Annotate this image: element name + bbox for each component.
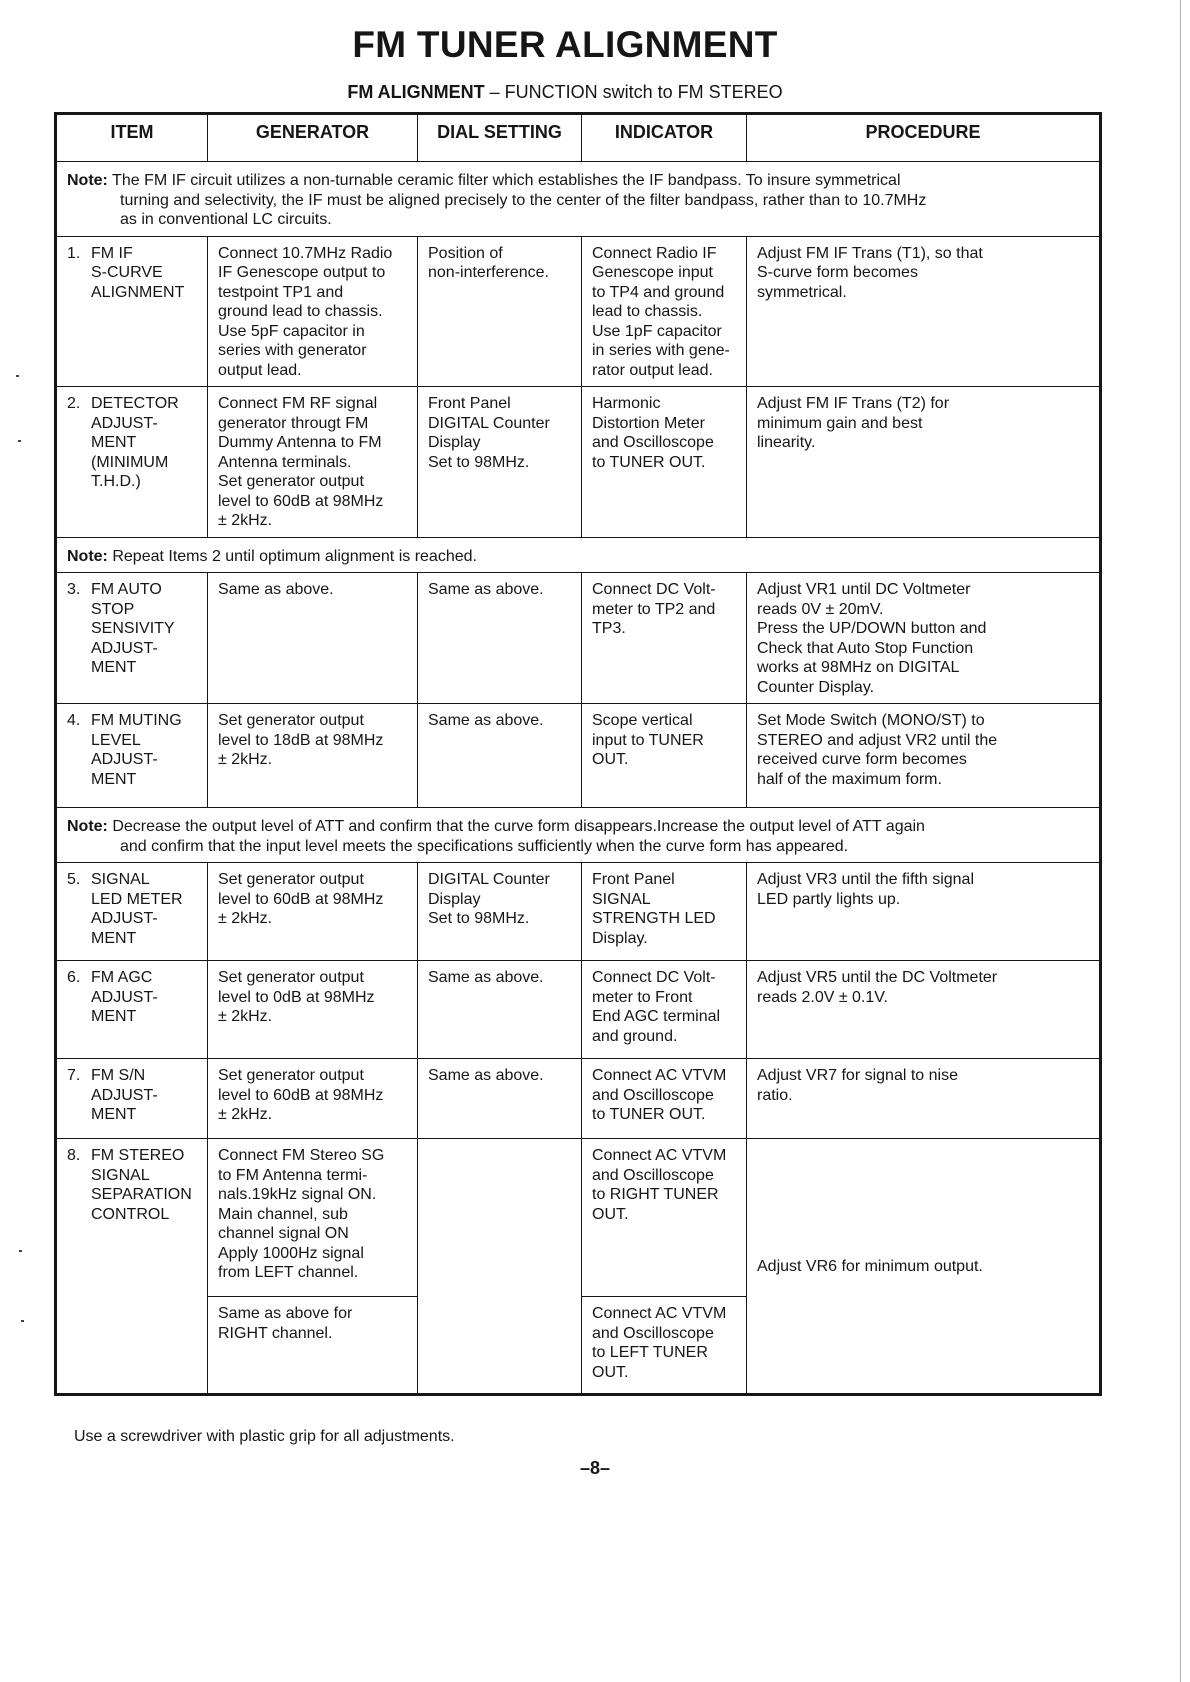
subtitle-text: – FUNCTION switch to FM STEREO [484, 82, 783, 102]
note-text-continued: and confirm that the input level meets the specifications sufficiently when the curve form has appeared. [120, 837, 849, 855]
note-cell-repeat [56, 537, 1101, 573]
procedure-cell: Adjust VR1 until DC Voltmeter reads 0V ± 20mV. Press the UP/DOWN button and Check that Auto Stop Function works at 98MHz on DIGITAL Counter Display. [747, 573, 1101, 704]
indicator-cell: Scope vertical input to TUNER OUT. [582, 704, 747, 808]
generator-cell: Set generator output level to 60dB at 98MHz ± 2kHz. [208, 1059, 418, 1139]
table-row [56, 573, 1101, 704]
generator-cell: Same as above. [208, 573, 418, 704]
dial-setting-cell: Same as above. [418, 573, 582, 704]
scan-speck [21, 1320, 24, 1322]
column-header-dial-setting: DIAL SETTING [418, 114, 582, 162]
generator-cell: Set generator output level to 60dB at 98MHz ± 2kHz. [208, 863, 418, 961]
note-row [56, 808, 1101, 863]
indicator-cell: Connect DC Volt- meter to Front End AGC terminal and ground. [582, 961, 747, 1059]
item-number: 2. [67, 395, 81, 412]
indicator-cell: Front Panel SIGNAL STRENGTH LED Display. [582, 863, 747, 961]
note-text: Decrease the output level of ATT and confirm that the curve form disappears.Increase the output level of ATT again [107, 818, 925, 835]
procedure-cell: Adjust FM IF Trans (T2) for minimum gain and best linearity. [747, 387, 1101, 538]
dial-setting-cell: Front Panel DIGITAL Counter Display Set to 98MHz. [418, 387, 582, 538]
procedure-cell: Adjust VR7 for signal to nise ratio. [747, 1059, 1101, 1139]
generator-cell: Set generator output level to 0dB at 98MHz ± 2kHz. [208, 961, 418, 1059]
alignment-table [54, 112, 1102, 1396]
column-header-item: ITEM [56, 114, 208, 162]
procedure-cell: Set Mode Switch (MONO/ST) to STEREO and adjust VR2 until the received curve form becomes half of the maximum form. [747, 704, 1101, 808]
generator-cell: Set generator output level to 18dB at 98MHz ± 2kHz. [208, 704, 418, 808]
procedure-cell: Adjust VR5 until the DC Voltmeter reads 2.0V ± 0.1V. [747, 961, 1101, 1059]
procedure-cell: Adjust FM IF Trans (T1), so that S-curve form becomes symmetrical. [747, 236, 1101, 387]
column-header-generator: GENERATOR [208, 114, 418, 162]
item-number: 7. [67, 1067, 81, 1084]
table-row [56, 236, 1101, 387]
page-title: FM TUNER ALIGNMENT [352, 24, 778, 65]
page-subtitle [0, 82, 1130, 103]
item-name: FM STEREO SIGNAL SEPARATION CONTROL [91, 1147, 192, 1223]
item-name: SIGNAL LED METER ADJUST- MENT [91, 871, 183, 947]
item-cell [56, 573, 208, 704]
dial-setting-cell: Same as above. [418, 704, 582, 808]
table-row [56, 961, 1101, 1059]
item-name: FM IF S-CURVE ALIGNMENT [91, 244, 185, 301]
item-name: FM AUTO STOP SENSIVITY ADJUST- MENT [91, 581, 175, 676]
item-cell [56, 236, 208, 387]
item-number: 4. [67, 712, 81, 729]
procedure-cell: Adjust VR6 for minimum output. [747, 1139, 1101, 1395]
page-number: –8– [579, 1458, 611, 1478]
item-name: FM S/N ADJUST- MENT [91, 1067, 158, 1123]
dial-setting-cell: DIGITAL Counter Display Set to 98MHz. [418, 863, 582, 961]
indicator-cell: Harmonic Distortion Meter and Oscilloscope to TUNER OUT. [582, 387, 747, 538]
note-text-continued: turning and selectivity, the IF must be aligned precisely to the center of the filter bandpass, rather than to 10.7MHz as in conventional LC circuits. [120, 191, 927, 228]
item-cell [56, 863, 208, 961]
indicator-cell: Connect DC Volt- meter to TP2 and TP3. [582, 573, 747, 704]
scan-edge-line [1180, 0, 1181, 1682]
note-row [56, 162, 1101, 237]
footer-instruction: Use a screwdriver with plastic grip for all adjustments. [74, 1428, 455, 1445]
item-cell [56, 387, 208, 538]
column-header-indicator: INDICATOR [582, 114, 747, 162]
item-number: 1. [67, 244, 81, 262]
generator-cell-left: Connect FM Stereo SG to FM Antenna termi- nals.19kHz signal ON. Main channel, sub channel signal ON Apply 1000Hz signal from LEFT channel. [208, 1139, 418, 1297]
note-label: Note: [67, 547, 108, 565]
note-row [56, 537, 1101, 573]
table-row [56, 704, 1101, 808]
note-text: The FM IF circuit utilizes a non-turnable ceramic filter which establishes the IF bandpass. To insure symmetrical [107, 172, 901, 189]
dial-setting-cell: Position of non-interference. [418, 236, 582, 387]
item-name: DETECTOR ADJUST- MENT (MINIMUM T.H.D.) [91, 395, 179, 490]
table-row [56, 1059, 1101, 1139]
note-label: Note: [67, 172, 108, 189]
dial-setting-cell: Same as above. [418, 1059, 582, 1139]
scan-speck [18, 440, 21, 442]
scan-speck [16, 375, 19, 377]
column-header-procedure: PROCEDURE [747, 114, 1101, 162]
item-number: 8. [67, 1147, 81, 1164]
table-row [56, 863, 1101, 961]
indicator-cell: Connect Radio IF Genescope input to TP4 and ground lead to chassis. Use 1pF capacitor in series with gene- rator output lead. [582, 236, 747, 387]
item-number: 6. [67, 969, 81, 986]
note-label: Note: [67, 818, 108, 835]
subtitle-bold: FM ALIGNMENT [347, 82, 485, 102]
note-cell-att [56, 808, 1101, 863]
note-text: Repeat Items 2 until optimum alignment is reached. [107, 547, 477, 565]
dial-setting-cell: Same as above. [418, 961, 582, 1059]
generator-cell-right: Same as above for RIGHT channel. [208, 1297, 418, 1395]
indicator-cell-left: Connect AC VTVM and Oscilloscope to LEFT TUNER OUT. [582, 1297, 747, 1395]
item-cell [56, 1139, 208, 1395]
scan-speck [19, 1250, 22, 1252]
item-name: FM MUTING LEVEL ADJUST- MENT [91, 712, 182, 788]
table-row [56, 387, 1101, 538]
dial-setting-cell-empty [418, 1139, 582, 1395]
note-cell-if-circuit [56, 162, 1101, 237]
indicator-cell: Connect AC VTVM and Oscilloscope to TUNER OUT. [582, 1059, 747, 1139]
item-number: 5. [67, 871, 81, 888]
table-row [56, 1139, 1101, 1297]
indicator-cell-right: Connect AC VTVM and Oscilloscope to RIGHT TUNER OUT. [582, 1139, 747, 1297]
generator-cell: Connect 10.7MHz Radio IF Genescope output to testpoint TP1 and ground lead to chassis. Use 5pF capacitor in series with generator output lead. [208, 236, 418, 387]
item-number: 3. [67, 581, 81, 598]
generator-cell: Connect FM RF signal generator througt FM Dummy Antenna to FM Antenna terminals. Set generator output level to 60dB at 98MHz ± 2kHz. [208, 387, 418, 538]
item-cell [56, 961, 208, 1059]
table-header-row [56, 114, 1101, 162]
item-cell [56, 1059, 208, 1139]
procedure-cell: Adjust VR3 until the fifth signal LED partly lights up. [747, 863, 1101, 961]
item-cell [56, 704, 208, 808]
item-name: FM AGC ADJUST- MENT [91, 969, 158, 1025]
